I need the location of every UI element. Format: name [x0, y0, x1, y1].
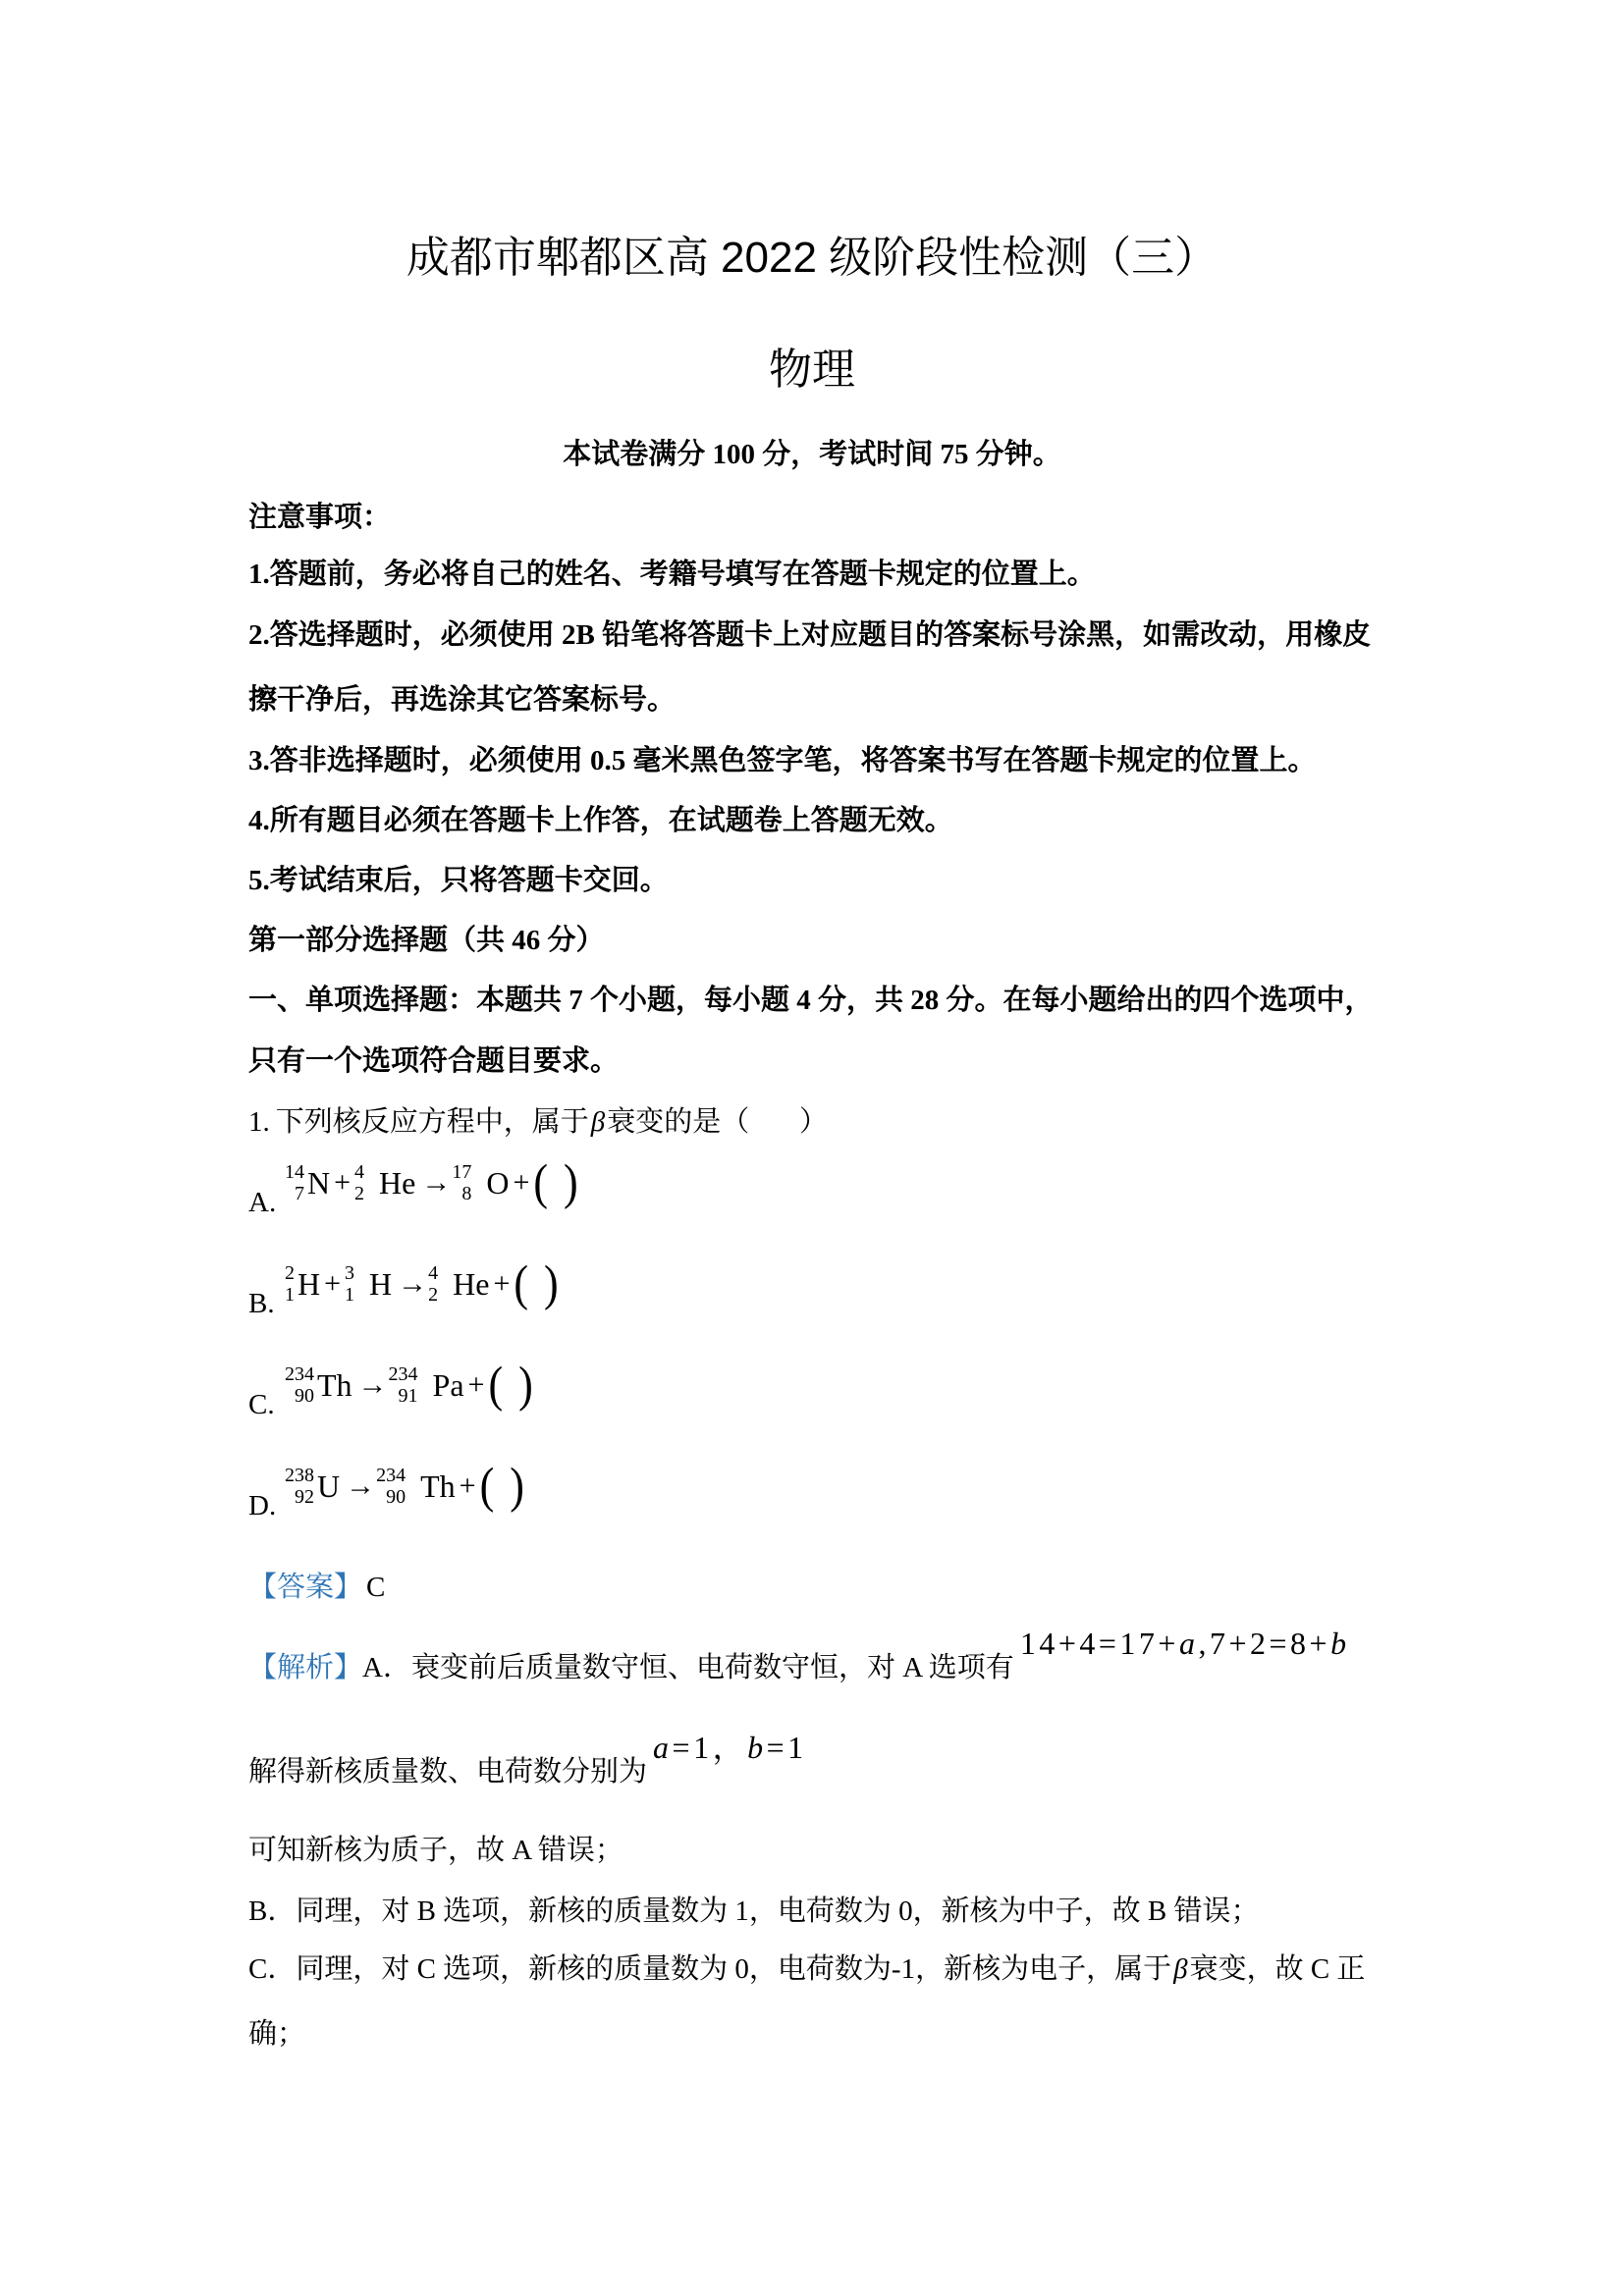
formula-variable: b	[1330, 1626, 1350, 1661]
charge-number: 2	[354, 1183, 365, 1205]
plus-sign: +	[459, 1469, 476, 1503]
open-paren: (	[514, 1255, 529, 1311]
exam-title: 成都市郫都区高 2022 级阶段性检测（三）	[406, 234, 1218, 282]
formula-variable: b	[747, 1730, 767, 1765]
section1-instructions: 一、单项选择题：本题共 7 个小题，每小题 4 分，共 28 分。在每小题给出的四个选项中，	[248, 985, 1374, 1016]
analysis-text: 解得新核质量数、电荷数分别为	[248, 1756, 648, 1788]
notice-item-3: 3.答非选择题时，必须使用 0.5 毫米黑色签字笔，将答案书写在答题卡规定的位置上。	[248, 745, 1317, 776]
option-label: C.	[248, 1389, 275, 1420]
formula-variable: a	[653, 1730, 673, 1765]
charge-number: 91	[398, 1385, 418, 1408]
answer-line	[248, 1568, 385, 1607]
beta-symbol: β	[590, 1106, 606, 1138]
formula-part: =1，	[672, 1730, 748, 1765]
formula-part: 14+4=17+	[1019, 1626, 1179, 1661]
notice-item-4: 4.所有题目必须在答题卡上作答，在试题卷上答题无效。	[248, 805, 953, 836]
option-d	[248, 1458, 524, 1525]
reaction-arrow-icon: →	[357, 1368, 388, 1402]
nuclide-numbers	[285, 1465, 314, 1508]
analysis-line-2	[248, 1730, 807, 1789]
formula-variable: a	[1178, 1626, 1199, 1661]
reaction-arrow-icon: →	[398, 1267, 428, 1301]
mass-number: 234	[285, 1363, 314, 1386]
option-c	[248, 1357, 533, 1424]
notice-item-1: 1.答题前，务必将自己的姓名、考籍号填写在答题卡规定的位置上。	[248, 559, 1096, 590]
charge-number: 7	[295, 1183, 304, 1205]
charge-number: 2	[428, 1284, 439, 1307]
close-paren: )	[518, 1357, 533, 1413]
solution-equation	[653, 1728, 807, 1767]
nuclide	[345, 1262, 392, 1306]
option-label: D.	[248, 1490, 277, 1522]
answer-value: C	[366, 1572, 386, 1603]
mass-number: 234	[376, 1465, 406, 1487]
beta-symbol: β	[1173, 1953, 1188, 1985]
element-symbol: U	[317, 1468, 341, 1505]
option-b	[248, 1255, 559, 1323]
nuclide-numbers	[354, 1161, 364, 1204]
nuclide-numbers	[389, 1363, 418, 1407]
nuclide-numbers	[452, 1161, 471, 1204]
analysis-text: 衰变，故 C 正	[1189, 1953, 1366, 1985]
element-symbol: He	[453, 1266, 490, 1303]
nuclide-numbers	[285, 1262, 295, 1306]
element-symbol: He	[379, 1165, 416, 1201]
charge-number: 90	[386, 1486, 406, 1509]
mass-number: 3	[345, 1262, 355, 1285]
mass-number: 4	[354, 1161, 365, 1184]
analysis-line-5	[248, 1949, 1365, 1989]
charge-number: 1	[345, 1284, 355, 1307]
reaction-arrow-icon: →	[346, 1469, 376, 1503]
nuclide	[285, 1363, 352, 1407]
notice-heading: 注意事项：	[248, 502, 392, 533]
element-symbol: Th	[317, 1367, 352, 1404]
formula-part: =1	[766, 1730, 807, 1765]
close-paren: )	[544, 1255, 559, 1311]
plus-sign: +	[334, 1166, 352, 1200]
nuclide-numbers	[428, 1262, 438, 1306]
open-paren: (	[488, 1357, 504, 1413]
close-paren: )	[564, 1154, 578, 1210]
mass-number: 17	[452, 1161, 472, 1184]
option-label: A.	[248, 1187, 277, 1218]
nuclide-numbers	[345, 1262, 354, 1306]
option-a	[248, 1154, 578, 1222]
nuclide	[376, 1465, 456, 1508]
close-paren: )	[510, 1458, 524, 1514]
mass-number: 238	[285, 1465, 314, 1487]
conservation-equation	[1020, 1624, 1350, 1663]
part1-heading: 第一部分选择题（共 46 分）	[248, 925, 605, 956]
reaction-arrow-icon: →	[421, 1166, 452, 1200]
nuclide	[428, 1262, 489, 1306]
nuclide-numbers	[285, 1161, 304, 1204]
element-symbol: N	[307, 1165, 331, 1201]
nuclide	[389, 1363, 464, 1407]
analysis-line-3: 可知新核为质子，故 A 错误；	[248, 1835, 623, 1866]
section1-instructions-continued: 只有一个选项符合题目要求。	[248, 1045, 620, 1077]
plus-sign: +	[467, 1368, 485, 1402]
analysis-text: C．同理，对 C 选项，新核的质量数为 0，电荷数为-1，新核为电子，属于	[248, 1953, 1172, 1985]
question-stem-after: 衰变的是（ ）	[607, 1106, 828, 1138]
analysis-tag: 【解析】	[248, 1652, 363, 1683]
element-symbol: Th	[420, 1468, 456, 1505]
analysis-line-1	[248, 1626, 1350, 1685]
nuclide	[285, 1465, 340, 1508]
nuclear-equation	[285, 1255, 559, 1311]
charge-number: 8	[461, 1183, 472, 1205]
nuclide	[452, 1161, 509, 1204]
question-number: 1.	[248, 1106, 270, 1138]
charge-number: 1	[285, 1284, 295, 1307]
nuclide-numbers	[376, 1465, 406, 1508]
open-paren: (	[479, 1458, 495, 1514]
notice-item-2: 2.答选择题时，必须使用 2B 铅笔将答题卡上对应题目的答案标号涂黑，如需改动，用橡皮	[248, 619, 1372, 651]
element-symbol: Pa	[432, 1367, 464, 1404]
exam-info: 本试卷满分 100 分，考试时间 75 分钟。	[563, 439, 1061, 470]
mass-number: 14	[285, 1161, 304, 1184]
element-symbol: O	[486, 1165, 510, 1201]
open-paren: (	[533, 1154, 549, 1210]
analysis-line-6: 确；	[248, 2018, 306, 2050]
mass-number: 2	[285, 1262, 295, 1285]
nuclide	[285, 1161, 330, 1204]
analysis-text: A．衰变前后质量数守恒、电荷数守恒，对 A 选项有	[362, 1652, 1014, 1683]
option-label: B.	[248, 1288, 275, 1319]
analysis-line-4: B．同理，对 B 选项，新核的质量数为 1，电荷数为 0，新核为中子，故 B 错误；	[248, 1896, 1260, 1927]
nuclear-equation	[285, 1154, 578, 1210]
formula-part: ,7+2=8+	[1198, 1626, 1331, 1661]
subject-title: 物理	[769, 346, 855, 394]
question-stem-before: 下列核反应方程中，属于	[275, 1106, 589, 1138]
element-symbol: H	[298, 1266, 321, 1303]
question-1-stem	[248, 1102, 828, 1142]
element-symbol: H	[369, 1266, 393, 1303]
nuclear-equation	[285, 1458, 524, 1514]
nuclide	[354, 1161, 415, 1204]
nuclide	[285, 1262, 320, 1306]
notice-item-5: 5.考试结束后，只将答题卡交回。	[248, 865, 669, 896]
plus-sign: +	[513, 1166, 530, 1200]
plus-sign: +	[493, 1267, 511, 1301]
answer-tag: 【答案】	[248, 1572, 363, 1603]
nuclide-numbers	[285, 1363, 314, 1407]
charge-number: 90	[295, 1385, 314, 1408]
plus-sign: +	[324, 1267, 342, 1301]
mass-number: 234	[388, 1363, 418, 1386]
charge-number: 92	[295, 1486, 314, 1509]
mass-number: 4	[428, 1262, 439, 1285]
notice-item-2-continued: 擦干净后，再选涂其它答案标号。	[248, 684, 677, 716]
nuclear-equation	[285, 1357, 533, 1413]
